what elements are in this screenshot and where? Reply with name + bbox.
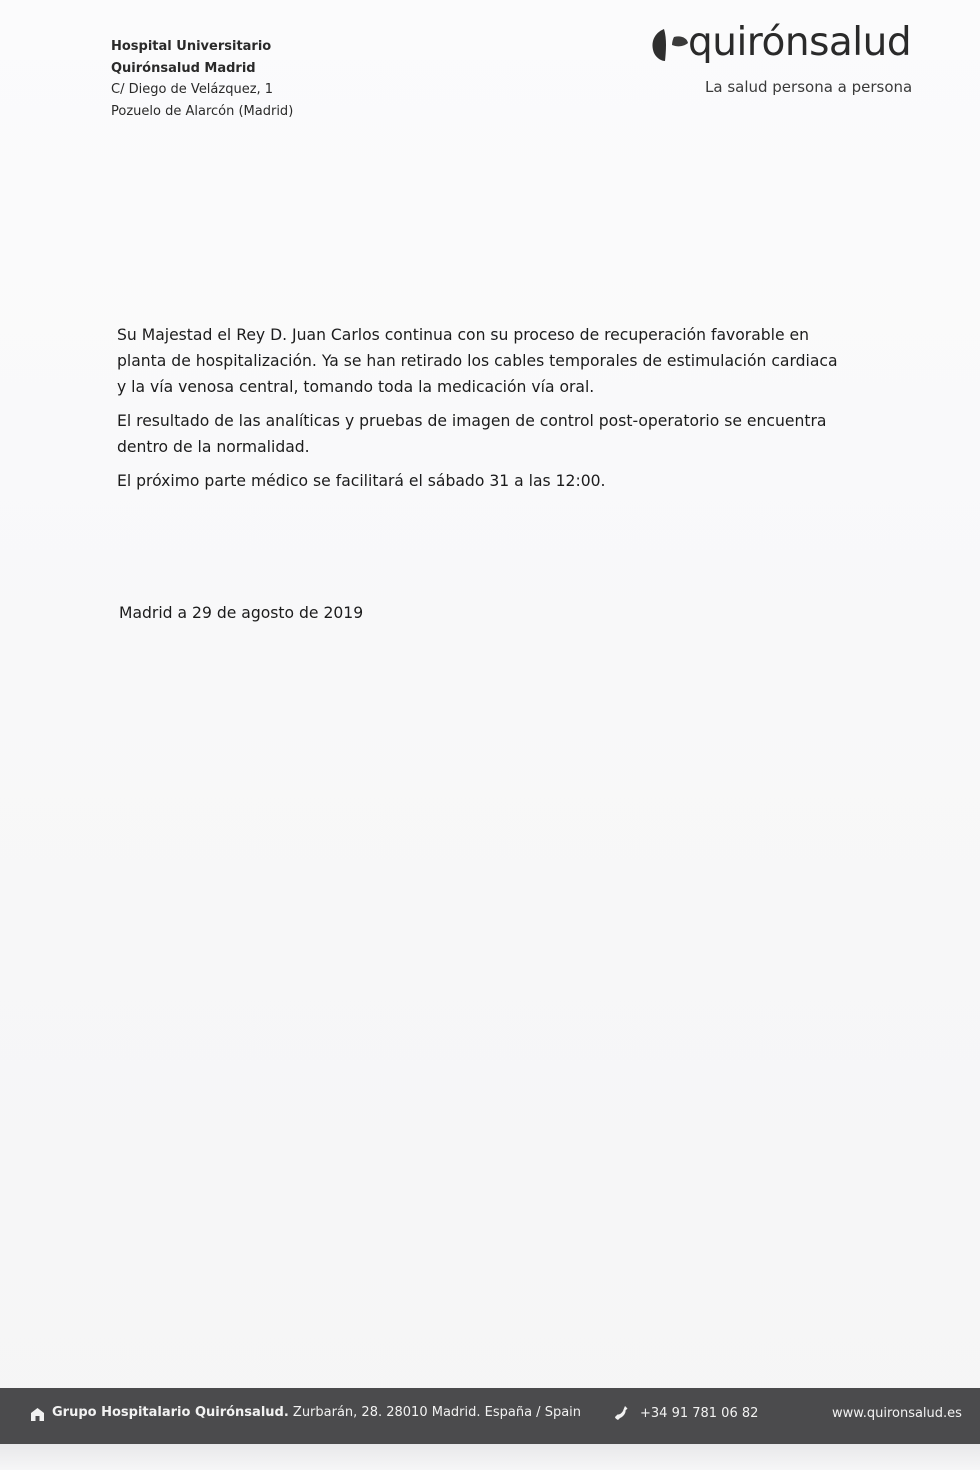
logo-wordmark: quirónsalud: [688, 20, 912, 65]
paragraph-recovery: Su Majestad el Rey D. Juan Carlos continua con su proceso de recuperación favorable en planta de hospitalización. Ya se han retirado los cables temporales de estimulación cardiaca y la vía venosa central, tomando toda la medicación vía oral.: [117, 326, 838, 396]
leaf-icon: [650, 27, 690, 63]
sender-street: C/ Diego de Velázquez, 1: [111, 82, 274, 97]
phone-icon: [614, 1405, 630, 1421]
footer-organization: [52, 1405, 581, 1420]
footer-website-link[interactable]: www.quironsalud.es: [832, 1406, 962, 1421]
footer-org-address: Zurbarán, 28. 28010 Madrid. España / Spain: [288, 1405, 582, 1420]
quironsalud-logo: [650, 20, 930, 104]
logo-tagline: La salud persona a persona: [705, 78, 913, 96]
footer-org-name: Grupo Hospitalario Quirónsalud.: [52, 1405, 289, 1420]
footer-bottom-edge: [0, 1444, 980, 1470]
footer-phone: +34 91 781 06 82: [640, 1406, 759, 1421]
home-icon: [30, 1407, 45, 1422]
sender-city: Pozuelo de Alarcón (Madrid): [111, 103, 294, 119]
paragraph-results: El resultado de las analíticas y pruebas de imagen de control post-operatorio se encuentra dentro de la normalidad.: [117, 412, 827, 456]
place-and-date: Madrid a 29 de agosto de 2019: [119, 604, 364, 622]
sender-hospital-subname: Quirónsalud Madrid: [111, 60, 256, 76]
paragraph-next-report: El próximo parte médico se facilitará el sábado 31 a las 12:00.: [117, 472, 606, 490]
sender-hospital-name: Hospital Universitario: [111, 39, 272, 54]
sender-address: [111, 36, 293, 122]
footer-bar: [0, 1388, 980, 1444]
letter-body: [117, 322, 877, 502]
